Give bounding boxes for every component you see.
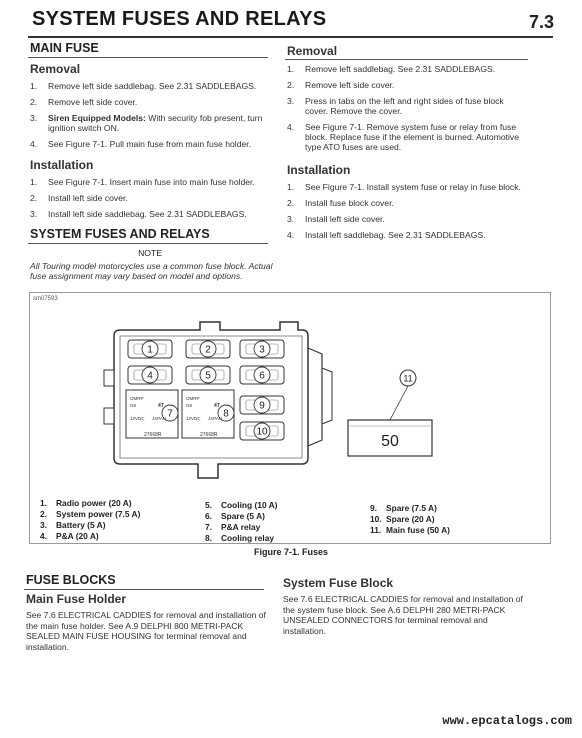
callout-label: 1: [147, 344, 153, 356]
legend-text: System power (7.5 A): [56, 509, 141, 519]
figure-code: sm07593: [33, 296, 58, 302]
right-removal-steps: [287, 64, 527, 158]
legend-col-2: [205, 500, 277, 544]
step-text: See Figure 7-1. Remove system fuse or relay from fuse block. Replace fuse if the element is burned. Automotive type ATO fuses are used.: [305, 122, 520, 152]
step-item: [30, 193, 270, 203]
step-text: Install fuse block cover.: [305, 198, 394, 208]
step-number: 1.: [287, 182, 295, 192]
relay-text: JAPAN: [152, 416, 167, 421]
legend-number: 9.: [370, 503, 377, 513]
legend-item: [40, 498, 140, 509]
legend-text: Radio power (20 A): [56, 498, 132, 508]
step-item: [287, 214, 527, 224]
section-number: 7.3: [528, 12, 554, 32]
step-item: [287, 182, 527, 192]
relay-text: 4T: [214, 403, 220, 409]
legend-number: 2.: [40, 509, 47, 519]
legend-item: [370, 503, 450, 514]
fuse-blocks-heading: FUSE BLOCKS: [26, 573, 116, 587]
main-holder-text: See 7.6 ELECTRICAL CADDIES for removal and installation of the main fuse holder. See A.9 DELPHI 800 METRI-PACK SEALED MAIN FUSE HOUSING for terminal removal and installation.: [26, 610, 266, 652]
step-item: [30, 81, 270, 91]
relay-text: JAPAN: [208, 416, 223, 421]
relay-text: OMRP: [130, 396, 144, 401]
left-removal-steps: [30, 81, 270, 155]
legend-item: [370, 525, 450, 536]
step-text: Install left saddlebag. See 2.31 SADDLEBAGS.: [305, 230, 486, 240]
legend-item: [205, 511, 277, 522]
step-text: See Figure 7-1. Install system fuse or relay in fuse block.: [305, 182, 521, 192]
legend-text: Main fuse (50 A): [386, 525, 450, 535]
step-number: 3.: [287, 214, 295, 224]
step-text: Press in tabs on the left and right sides of fuse block cover. Remove the cover.: [305, 96, 504, 116]
legend-text: Battery (5 A): [56, 520, 106, 530]
step-text: Install left side cover.: [305, 214, 385, 224]
relay-text: 12VDC: [130, 416, 145, 421]
system-fuses-rule: [28, 243, 268, 244]
callout-label: 2: [205, 344, 211, 356]
legend-item: [40, 531, 140, 542]
step-text: With security fob present, turn ignition switch ON.: [48, 113, 263, 133]
legend-text: P&A relay: [221, 522, 261, 532]
legend-number: 3.: [40, 520, 47, 530]
callout-label: 6: [259, 370, 265, 382]
sys-block-text: See 7.6 ELECTRICAL CADDIES for removal and installation of the system fuse block. See A.6 DELPHI 280 METRI-PACK UNSEALED CONNECTORS for terminal removal and installation.: [283, 594, 523, 636]
note-body: All Touring model motorcycles use a common fuse block. Actual fuse assignment may vary based on model and options.: [30, 261, 273, 281]
legend-item: [40, 520, 140, 531]
step-item: [287, 198, 527, 208]
relay-text: 27668R: [200, 432, 218, 438]
callout-label: 8: [223, 408, 229, 420]
legend-text: Spare (5 A): [221, 511, 265, 521]
callout-label: 11: [403, 373, 413, 384]
main-fuse-heading: MAIN FUSE: [30, 41, 99, 55]
legend-text: Cooling (10 A): [221, 500, 278, 510]
step-number: 4.: [287, 122, 295, 132]
step-item: [287, 80, 527, 90]
step-number: 2.: [287, 80, 295, 90]
fuse-block-diagram: [90, 308, 450, 493]
step-number: 3.: [30, 209, 38, 219]
step-number: 2.: [287, 198, 295, 208]
step-number: 3.: [287, 96, 295, 106]
step-item: [30, 97, 270, 107]
relay-text: G8: [186, 403, 193, 408]
step-text: See Figure 7-1. Insert main fuse into main fuse holder.: [48, 177, 255, 187]
legend-item: [205, 522, 277, 533]
legend-item: [205, 500, 277, 511]
legend-number: 8.: [205, 533, 212, 543]
header-rule: [28, 36, 553, 38]
step-text: Install left side cover.: [48, 193, 128, 203]
legend-text: P&A (20 A): [56, 531, 99, 541]
main-fuse-value: 50: [381, 433, 399, 450]
left-install-steps: [30, 177, 270, 225]
legend-text: Cooling relay: [221, 533, 275, 543]
right-install-heading: Installation: [287, 163, 351, 177]
legend-text: Spare (20 A): [386, 514, 435, 524]
step-item: [287, 96, 527, 116]
figure-caption: Figure 7-1. Fuses: [253, 547, 329, 557]
relay-text: 4T: [158, 403, 164, 409]
relay-text: OMRP: [186, 396, 200, 401]
left-install-heading: Installation: [30, 158, 94, 172]
right-removal-heading: Removal: [287, 44, 338, 58]
step-text: Remove left side cover.: [305, 80, 395, 90]
legend-item: [370, 514, 450, 525]
main-fuse-rule: [28, 57, 268, 58]
legend-number: 10.: [370, 514, 382, 524]
right-removal-rule: [285, 59, 528, 60]
step-number: 4.: [287, 230, 295, 240]
step-number: 2.: [30, 193, 38, 203]
legend-number: 1.: [40, 498, 47, 508]
legend-number: 7.: [205, 522, 212, 532]
step-item: [287, 64, 527, 74]
callout-label: 5: [205, 370, 211, 382]
legend-number: 6.: [205, 511, 212, 521]
system-fuses-heading: SYSTEM FUSES AND RELAYS: [30, 227, 210, 241]
legend-col-3: [370, 503, 450, 536]
relay-text: 27668R: [144, 432, 162, 438]
main-holder-heading: Main Fuse Holder: [26, 592, 127, 606]
relay-text: G8: [130, 403, 137, 408]
legend-item: [205, 533, 277, 544]
step-text: Install left side saddlebag. See 2.31 SADDLEBAGS.: [48, 209, 247, 219]
step-bold-text: Siren Equipped Models:: [48, 113, 146, 123]
legend-number: 4.: [40, 531, 47, 541]
step-number: 3.: [30, 113, 38, 123]
callout-label: 10: [256, 426, 268, 438]
step-number: 1.: [30, 177, 38, 187]
legend-number: 11.: [370, 525, 382, 535]
callout-label: 9: [259, 400, 265, 412]
step-text: Remove left saddlebag. See 2.31 SADDLEBAGS.: [305, 64, 496, 74]
step-item: [287, 230, 527, 240]
step-number: 1.: [287, 64, 295, 74]
page-title: SYSTEM FUSES AND RELAYS: [32, 8, 327, 30]
step-item: [287, 122, 527, 152]
step-number: 2.: [30, 97, 38, 107]
right-install-steps: [287, 182, 527, 246]
step-text: Remove left side saddlebag. See 2.31 SADDLEBAGS.: [48, 81, 257, 91]
legend-number: 5.: [205, 500, 212, 510]
step-item: [30, 139, 270, 149]
callout-label: 7: [167, 408, 173, 420]
step-item: [30, 177, 270, 187]
relay-text: 12VDC: [186, 416, 201, 421]
step-item: [30, 209, 270, 219]
legend-text: Spare (7.5 A): [386, 503, 437, 513]
callout-label: 4: [147, 370, 153, 382]
step-number: 4.: [30, 139, 38, 149]
legend-item: [40, 509, 140, 520]
step-text: Remove left side cover.: [48, 97, 138, 107]
note-heading: NOTE: [138, 248, 162, 258]
callout-label: 3: [259, 344, 265, 356]
sys-block-heading: System Fuse Block: [283, 576, 394, 590]
left-removal-heading: Removal: [30, 62, 81, 76]
legend-col-1: [40, 498, 140, 542]
fuse-blocks-rule: [24, 589, 264, 590]
step-item: [30, 113, 270, 133]
footer-site: www.epcatalogs.com: [442, 714, 572, 728]
step-number: 1.: [30, 81, 38, 91]
step-text: See Figure 7-1. Pull main fuse from main fuse holder.: [48, 139, 252, 149]
leader-line-11: [390, 386, 408, 420]
